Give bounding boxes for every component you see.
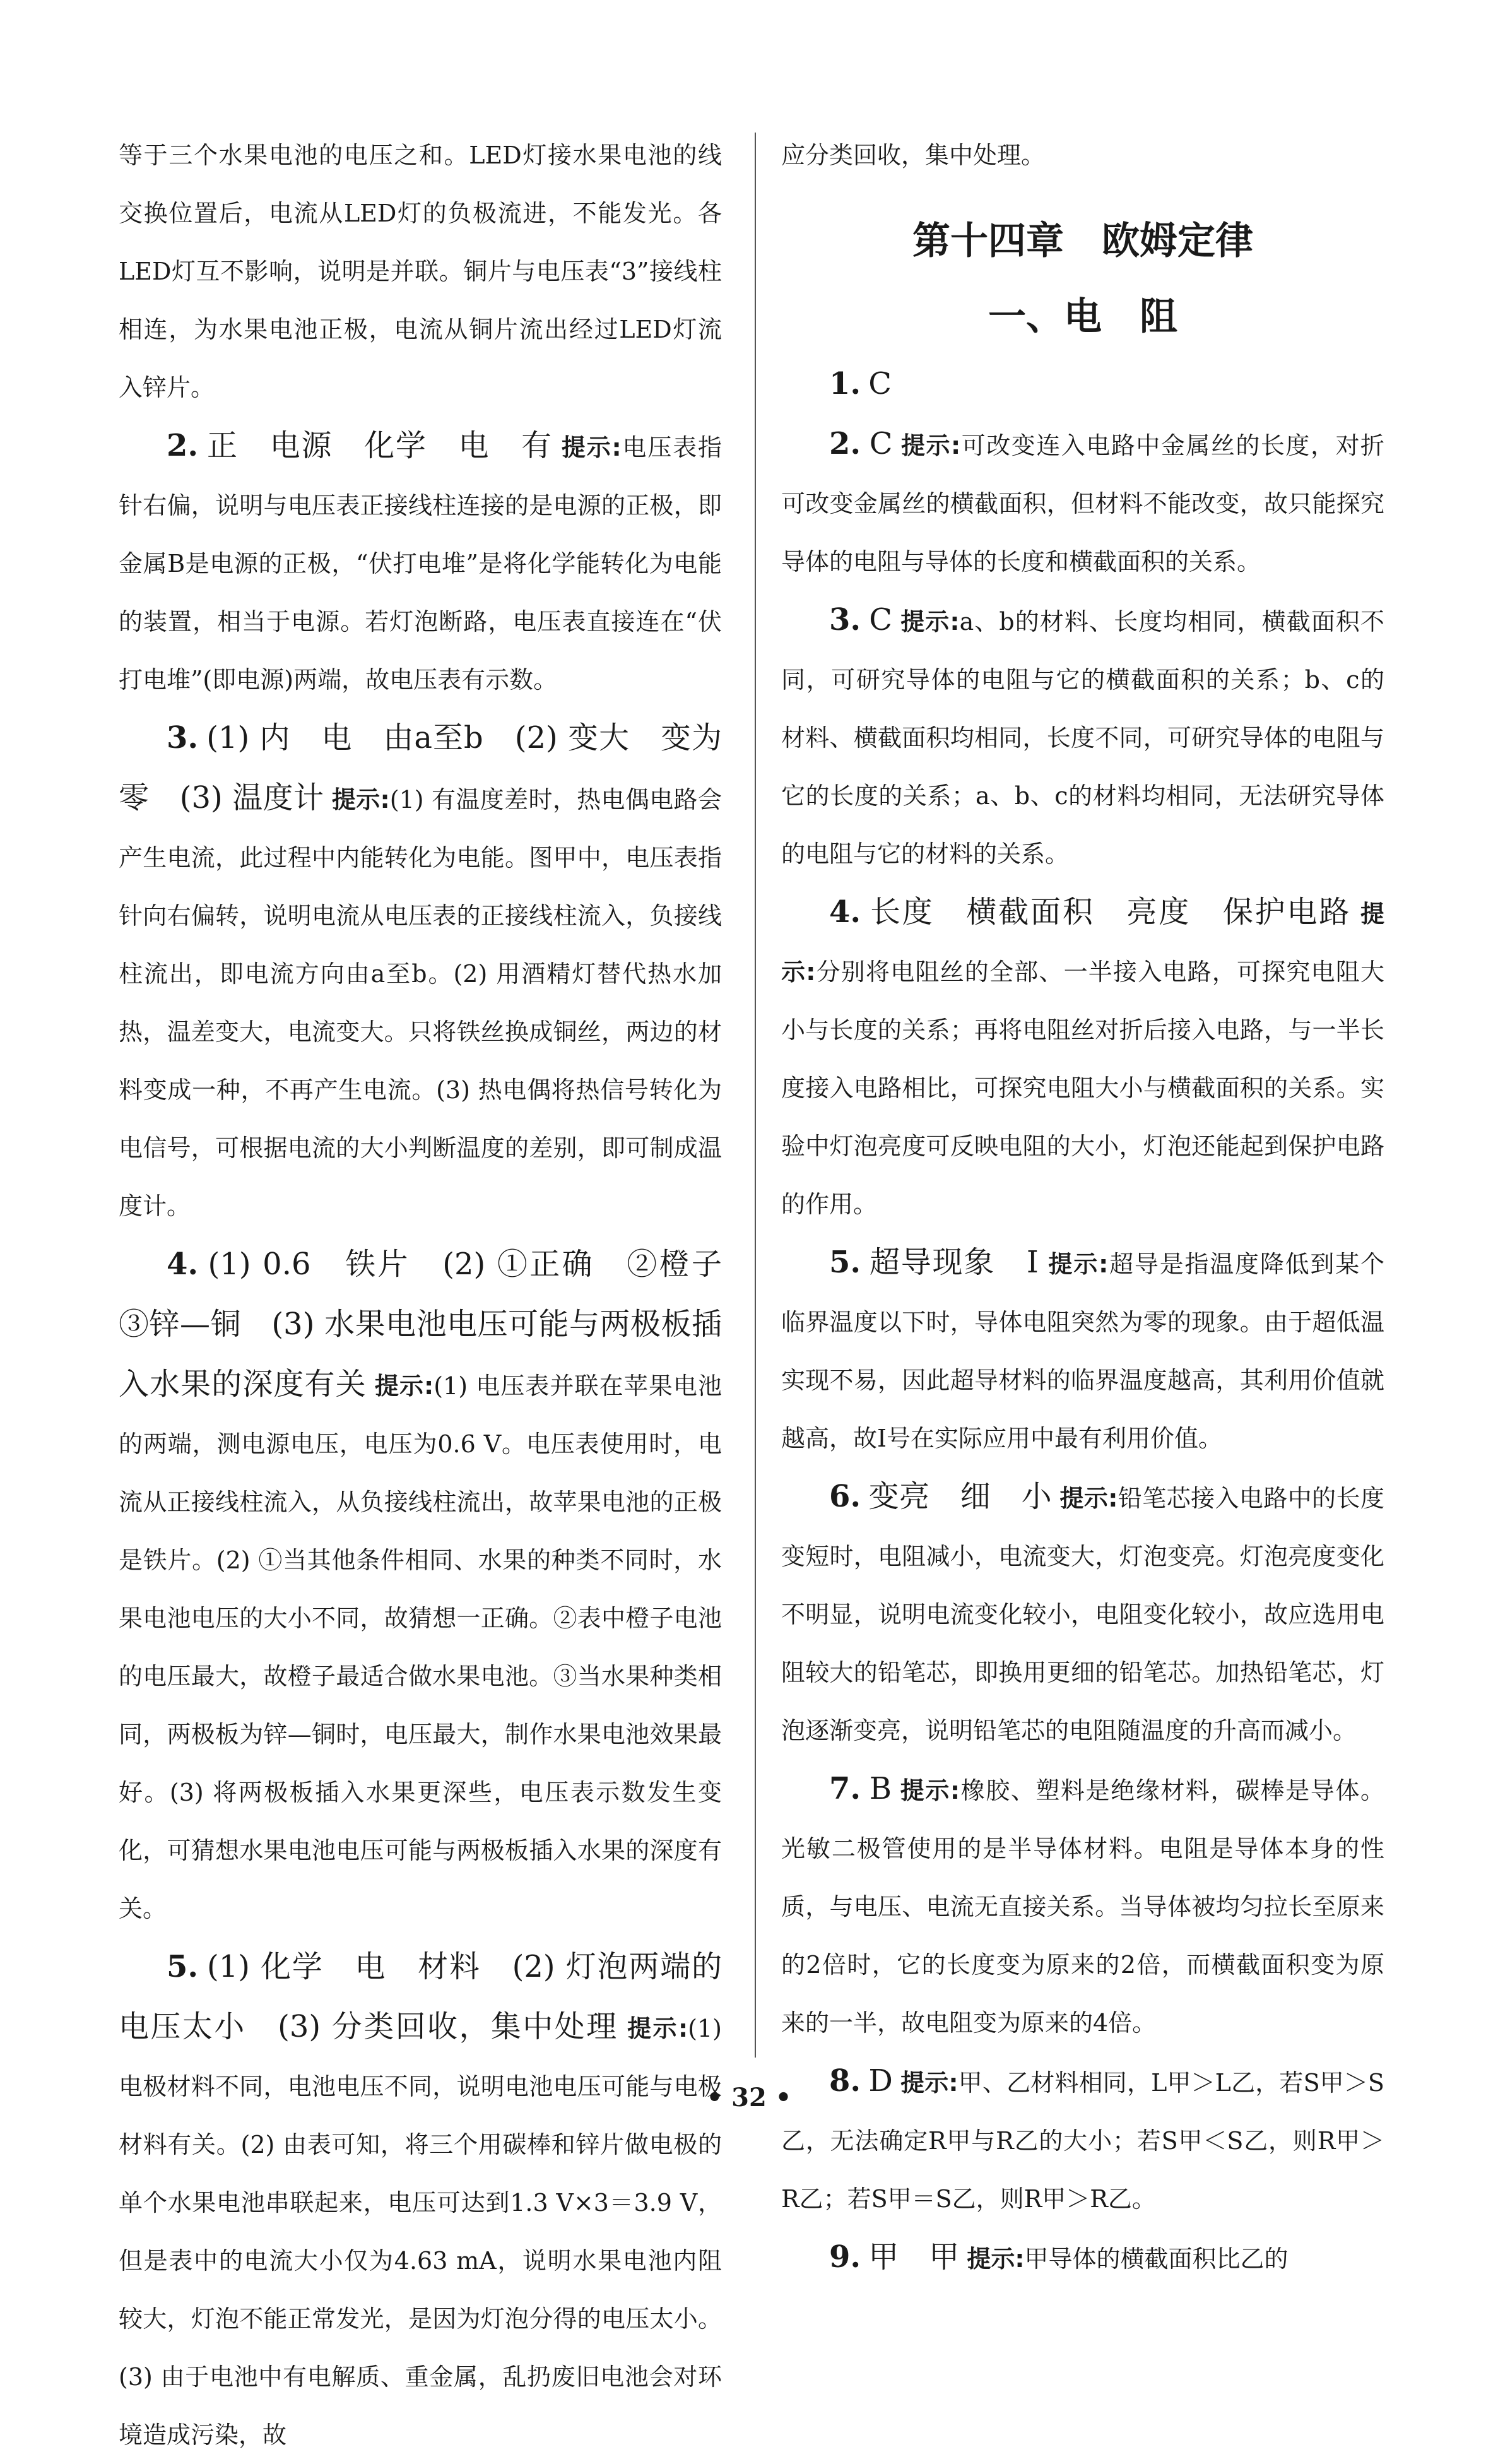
- hint-label: 提示:: [900, 1777, 960, 1804]
- answer-item-9: 9. 甲 甲 提示:甲导体的横截面积比乙的: [829, 2239, 1289, 2275]
- hint-label: 提示:: [1059, 1484, 1118, 1512]
- answer-item-6: 6. 变亮 细 小 提示:铅笔芯接入电路中的长度变短时，电阻减小，电流变大，灯泡变亮。灯泡亮度变化不明显，说明电流变化较小，电阻变化较小，故应选用电阻较大的铅笔芯，即换用更细的铅笔芯。加热铅笔芯，灯泡逐渐变亮，说明铅笔芯的电阻随温度的升高而减小。: [781, 1479, 1384, 1744]
- page-number: • 32 •: [706, 2083, 792, 2112]
- continued-paragraph: 等于三个水果电池的电压之和。LED灯接水果电池的线交换位置后，电流从LED灯的负极流进，不能发光。各LED灯互不影响，说明是并联。铜片与电压表“3”接线柱相连，为水果电池正极，电流从铜片流出经过LED灯流入锌片。: [119, 141, 722, 401]
- hint-label: 提示:: [1048, 1250, 1109, 1278]
- right-column: [781, 126, 1384, 2288]
- answer-item-7: 7. B 提示:橡胶、塑料是绝缘材料，碳棒是导体。光敏二极管使用的是半导体材料。电阻是导体本身的性质，与电压、电流无直接关系。当导体被均匀拉长至原来的2倍时，它的长度变为原来的2倍，而横截面积变为原来的一半，故电阻变为原来的4倍。: [781, 1771, 1384, 2037]
- hint-label: 提示:: [331, 786, 390, 814]
- continued-paragraph: 应分类回收，集中处理。: [781, 141, 1046, 169]
- hint-label: 提示:: [781, 900, 1384, 986]
- hint-label: 提示:: [900, 2069, 958, 2097]
- column-divider: [755, 133, 756, 2058]
- answer-item-5: 5. (1) 化学 电 材料 (2) 灯泡两端的电压太小 (3) 分类回收，集中处理 提示:(1) 电极材料不同，电池电压不同，说明电池电压可能与电极材料有关。(2) 由表可知，将三个用碳棒和锌片做电极的单个水果电池串联起来，电压可达到1.3 V×3＝3.9 V，但是表中的电流大小仅为4.63 mA，说明水果电池内阻较大，灯泡不能正常发光，是因为灯泡分得的电压太小。(3) 由于电池中有电解质、重金属，乱扔废旧电池会对环境造成污染，故: [119, 1949, 722, 2449]
- answer-item-8: 8. D 提示:甲、乙材料相同，L甲＞L乙，若S甲＞S乙，无法确定R甲与R乙的大小；若S甲＜S乙，则R甲＞R乙；若S甲＝S乙，则R甲＞R乙。: [781, 2063, 1384, 2213]
- hint-label: 提示:: [901, 432, 961, 459]
- answer-item-2: 2. 正 电源 化学 电 有 提示:电压表指针右偏，说明与电压表正接线柱连接的是电源的正极，即金属B是电源的正极，“伏打电堆”是将化学能转化为电能的装置，相当于电源。若灯泡断路，电压表直接连在“伏打电堆”(即电源)两端，故电压表有示数。: [119, 428, 722, 694]
- answer-item-3: 3. C 提示:a、b的材料、长度均相同，横截面积不同，可研究导体的电阻与它的横截面积的关系；b、c的材料、横截面积均相同，长度不同，可研究导体的电阻与它的长度的关系；a、b、c的材料均相同，无法研究导体的电阻与它的材料的关系。: [781, 602, 1384, 868]
- hint-label: 提示:: [967, 2245, 1025, 2273]
- answer-item-4: 4. 长度 横截面积 亮度 保护电路 提示:分别将电阻丝的全部、一半接入电路，可探究电阻大小与长度的关系；再将电阻丝对折后接入电路，与一半长度接入电路相比，可探究电阻大小与横截面积的关系。实验中灯泡亮度可反映电阻的大小，灯泡还能起到保护电路的作用。: [781, 894, 1384, 1218]
- hint-label: 提示:: [374, 1372, 434, 1400]
- chapter-title: 第十四章 欧姆定律: [912, 219, 1253, 263]
- answer-item-5: 5. 超导现象 Ⅰ 提示:超导是指温度降低到某个临界温度以下时，导体电阻突然为零的现象。由于超低温实现不易，因此超导材料的临界温度越高，其利用价值就越高，故Ⅰ号在实际应用中最有利用价值。: [781, 1245, 1384, 1452]
- answer-item-1: 1. C: [829, 366, 892, 401]
- hint-label: 提示:: [627, 2015, 688, 2042]
- answer-item-4: 4. (1) 0.6 铁片 (2) ①正确 ②橙子 ③锌—铜 (3) 水果电池电压可能与两极板插入水果的深度有关 提示:(1) 电压表并联在苹果电池的两端，测电源电压，电压为0.6 V。电压表使用时，电流从正接线柱流入，从负接线柱流出，故苹果电池的正极是铁片。(2) ①当其他条件相同、水果的种类不同时，水果电池电压的大小不同，故猜想一正确。②表中橙子电池的电压最大，故橙子最适合做水果电池。③当水果种类相同，两极板为锌—铜时，电压最大，制作水果电池效果最好。(3) 将两极板插入水果更深些，电压表示数发生变化，可猜想水果电池电压可能与两极板插入水果的深度有关。: [119, 1247, 752, 1922]
- hint-label: 提示:: [900, 608, 960, 636]
- section-title: 一、电 阻: [988, 295, 1177, 339]
- answer-item-3: 3. (1) 内 电 由a至b (2) 变大 变为零 (3) 温度计 提示:(1) 有温度差时，热电偶电路会产生电流，此过程中内能转化为电能。图甲中，电压表指针向右偏转，说明电流从电压表的正接线柱流入，负接线柱流出，即电流方向由a至b。(2) 用酒精灯替代热水加热，温差变大，电流变大。只将铁丝换成铜丝，两边的材料变成一种，不再产生电流。(3) 热电偶将热信号转化为电信号，可根据电流的大小判断温度的差别，即可制成温度计。: [119, 720, 722, 1220]
- hint-label: 提示:: [561, 434, 622, 461]
- answer-item-2: 2. C 提示:可改变连入电路中金属丝的长度，对折可改变金属丝的横截面积，但材料不能改变，故只能探究导体的电阻与导体的长度和横截面积的关系。: [781, 426, 1384, 576]
